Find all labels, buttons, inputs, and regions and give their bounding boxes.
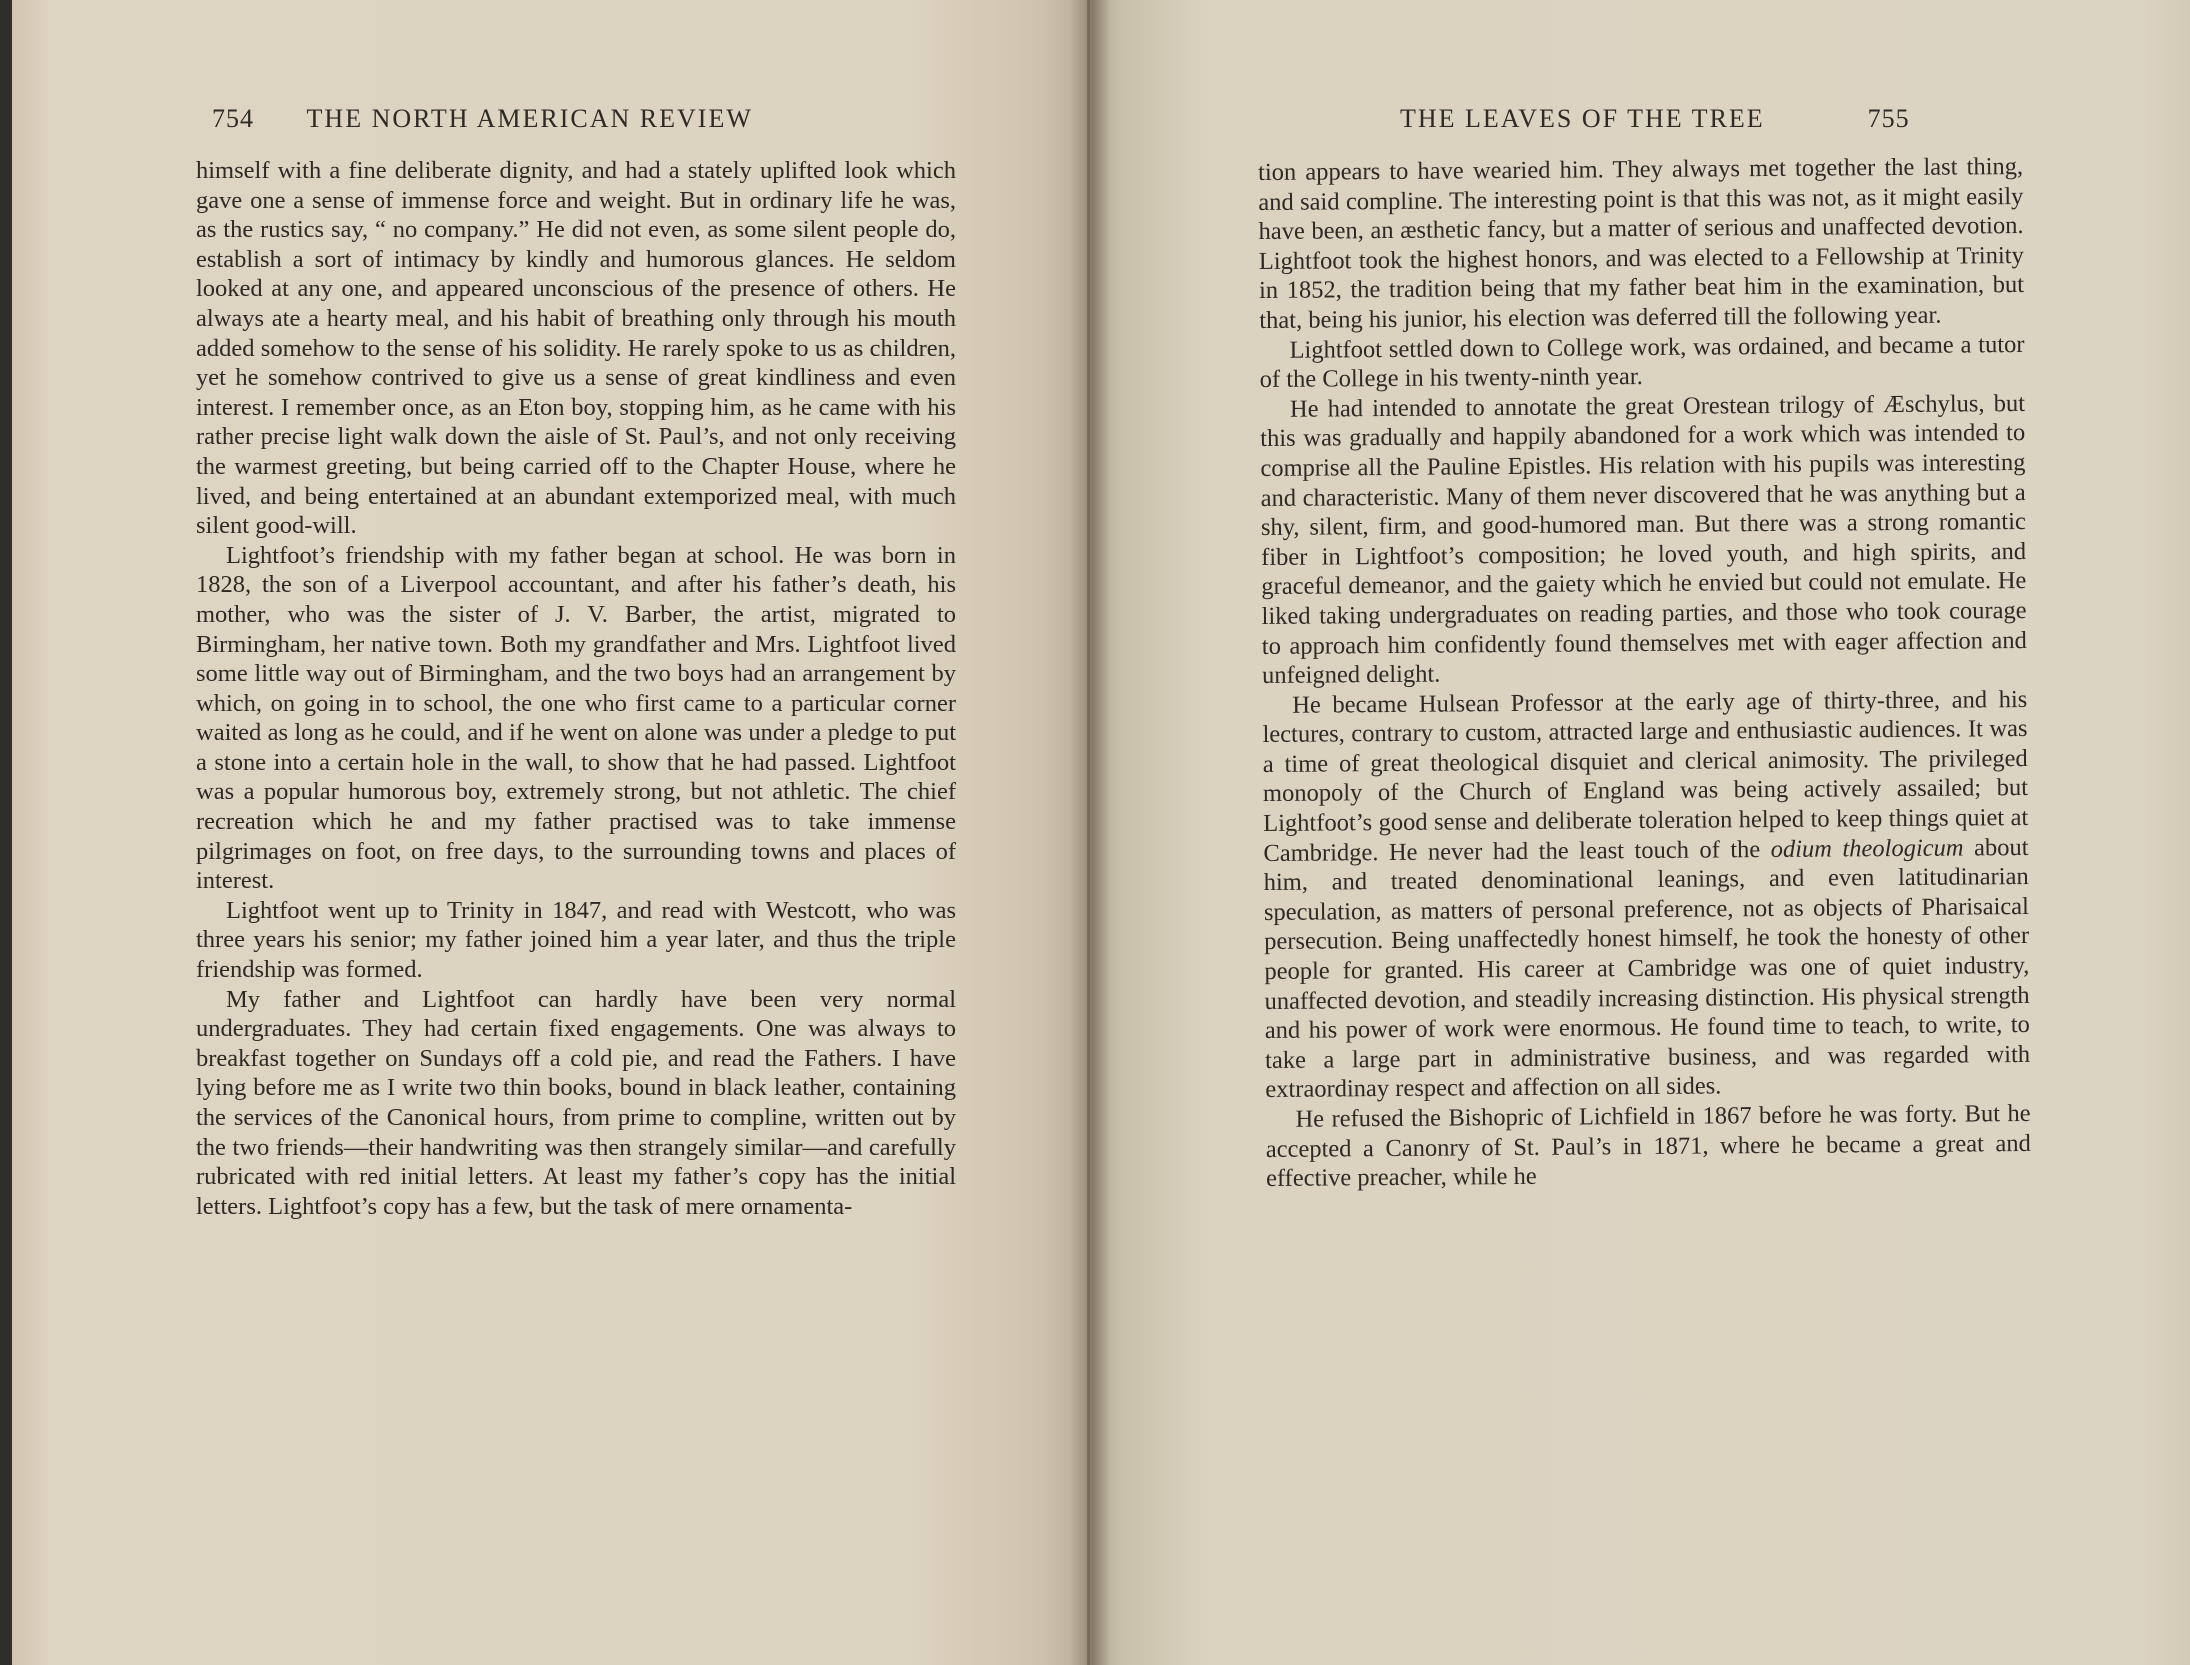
left-page-header [212,104,753,134]
right-page [1087,0,2190,1665]
left-page [10,0,1087,1665]
left-paragraph-1: himself with a fine deliberate dignity, and had a stately uplifted look which gave one a sense of immense force and weight. But in ordinary life he was, as the rustics say, “ no company.” He did not even, as some silent people do, establish a sort of intimacy by kindly and humorous glances. He seldom looked at any one, and appeared unconscious of the presence of others. He always ate a hearty meal, and his habit of breathing only through his mouth added somehow to the sense of his solidity. He rarely spoke to us as children, yet he somehow contrived to give us a sense of great kindliness and even interest. I remember once, as an Eton boy, stopping him, as he came with his rather precise light walk down the aisle of St. Paul’s, and not only receiving the warmest greeting, but being carried off to the Chapter House, where he lived, and being entertained at an abundant extemporized meal, with much silent good-will. [196,157,956,540]
right-paragraph-2: Lightfoot settled down to College work, was ordained, and became a tutor of the College in his twenty-ninth year. [1259,330,2025,394]
right-page-number: 755 [1867,104,1910,133]
right-paragraph-4-text-b: about him, and treated denominational leanings, and even latitudinarian speculation, as matters of personal preference, not as objects of Pharisaical persecution. Being unaffectedly honest himself, he took the honesty of other people for granted. His career at Cambridge was one of quiet industry, unaffected devotion, and steadily increasing distinction. His physical strength and his power of work were enormous. He found time to teach, to write, to take a large part in administrative business, and was regarded with extraordinay respect and affection on all sides. [1263,833,2031,1104]
right-paragraph-3: He had intended to annotate the great Orestean trilogy of Æschylus, but this was gradually and happily abandoned for a work which was intended to comprise all the Pauline Epistles. His relation with his pupils was interesting and characteristic. Many of them never discovered that he was anything but a shy, silent, firm, and good-humored man. But there was a strong romantic fiber in Lightfoot’s composition; he loved youth, and high spirits, and graceful demeanor, and the gaiety which he envied but could not emulate. He liked taking undergraduates on reading parties, and those who took courage to approach him confidently found themselves met with eager affection and unfeigned delight. [1260,389,2027,690]
left-running-head: THE NORTH AMERICAN REVIEW [306,104,753,133]
left-paragraph-2: Lightfoot’s friendship with my father began at school. He was born in 1828, the son of a Liverpool accountant, and after his father’s death, his mother, who was the sister of J. V. Barber, the artist, migrated to Birmingham, her native town. Both my grandfather and Mrs. Lightfoot lived some little way out of Birmingham, and the two boys had an arrangement by which, on going in to school, the one who first came to a particular corner waited as long as he could, and if he went on alone was under a pledge to put a stone into a certain hole in the wall, to show that he had passed. Lightfoot was a popular humorous boy, extremely strong, but not athletic. The chief recreation which he and my father practised was to take immense pilgrimages on foot, on free days, to the surrounding towns and places of interest. [196,541,956,895]
right-paragraph-5: He refused the Bishopric of Lichfield in 1867 before he was forty. But he accepted a Canonry of St. Paul’s in 1871, where he became a great and effective preacher, while he [1265,1099,2031,1193]
right-paragraph-4 [1262,685,2030,1105]
right-page-header [1400,104,1910,134]
right-page-body [1258,152,2031,1194]
right-paragraph-1: tion appears to have wearied him. They always met together the last thing, and said compline. The interesting point is that this was not, as it might easily have been, an æsthetic fancy, but a matter of serious and unaffected devotion. Lightfoot took the highest honors, and was elected to a Fellowship at Trinity in 1852, the tradition being that my father beat him in the examination, but that, being his junior, his election was deferred till the following year. [1258,152,2025,334]
right-paragraph-4-text-a: He became Hulsean Professor at the early age of thirty-three, and his lectures, contrary to custom, attracted large and enthusiastic audiences. It was a time of great theological disquiet and clerical animosity. The privileged monopoly of the Church of England was being actively assailed; but Lightfoot’s good sense and deliberate toleration helped to keep things quiet at Cambridge. He never had the least touch of the [1262,685,2029,867]
left-page-body [196,156,956,1221]
page-edge [0,0,12,1665]
left-page-number: 754 [212,104,254,133]
right-running-head: THE LEAVES OF THE TREE [1400,104,1765,133]
italic-phrase: odium theologicum [1770,834,1964,863]
left-paragraph-4: My father and Lightfoot can hardly have been very normal undergraduates. They had certain fixed engagements. One was always to breakfast together on Sundays off a cold pie, and read the Fathers. I have lying before me as I write two thin books, bound in black leather, containing the services of the Canonical hours, from prime to compline, written out by the two friends—their handwriting was then strangely similar—and carefully rubricated with red initial letters. At least my father’s copy has the initial letters. Lightfoot’s copy has a few, but the task of mere ornamenta- [196,985,956,1220]
left-paragraph-3: Lightfoot went up to Trinity in 1847, and read with Westcott, who was three years his senior; my father joined him a year later, and thus the triple friendship was formed. [196,896,956,984]
book-gutter [1070,0,1110,1665]
